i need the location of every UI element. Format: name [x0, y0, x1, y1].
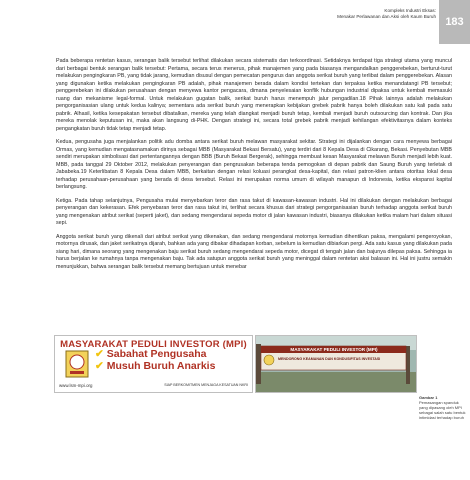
photo-mpi-banner: [54, 335, 253, 393]
photo-street-banner: [255, 335, 417, 393]
paragraph-3: Ketiga. Pada tahap selanjutnya, Pengusaha mulai menyebarkan teror dan rasa takut di kawasan-kawasan industri. Hal ini dilakukan dengan melakukan berbagai penyerangan dan kekerasan. Efek penyebaran teror dan rasa takut ini, terlihat secara khusus dari strategi pengorganisasian buruh terhadap anggota serikat buruh yang mengenakan atribut serikat (seperti jaket), dan sedang mengendarai sepeda motor di jalan kawasan industri, biasanya dilakukan ketika malam hari dalam situasi sepi.: [56, 197, 452, 226]
paragraph-1: Pada beberapa rentetan kasus, serangan balik tersebut terlihat dilakukan secara sistematis dan terkoordinasi. Setidaknya terdapat tiga strategi utama yang muncul dari berbagai bentuk serangan balik tersebut: Pertama, secara terus menerus, pihak manajemen yang pada biasanya mengandalkan penggerebekan, berturut-turut melakukan pengingkaran PB, yang tidak jarang, kemudian disusul dengan pemecatan pengurus dan anggota serikat buruh yang terlibat dalam penggerebekan. Alasan yang digunakan ketika melakukan pengingkaran PB adalah, pihak manajemen berada dalam kondisi tertekan dan terpaksa ketika menandatangi PB tersebut; penggerebekan ini dilakukan perusahaan dengan menyewa kantor pengacara, dimana penyelesaian konflik hubungan industrial dipaksa untuk kembali memasuki ruang dan mekanisme legal-formal. Untuk melakukan gugatan balik, serikat buruh harus menempuh jalur pengadilan.18 Pihak lainnya adalah melakukan pengorganisasian ulang untuk kedua kalinya; sementara ada serikat buruh yang menerapkan kebijakan grebek pabrik hanya boleh dilakukan satu kali pada satu pabrik. Alhasil, ketika kesepakatan tersebut dibatalkan, mereka yang telah diangkat menjadi buruh tetap, kembali menjadi buruh outsourcing dan kontrak. Dan jika mereka menolak keputusan ini, maka akan langsung di-PHK. Dengan strategi ini, secara total grebek pabrik menjadi kehilangan efektivitasnya dalam konteks pengangkatan buruh tidak tetap menjadi tetap.: [56, 58, 452, 132]
street-banner-title: MASYARAKAT PEDULI INVESTOR (MPI): [290, 347, 378, 352]
figure-caption: [419, 395, 467, 420]
banner-title: MASYARAKAT PEDULI INVESTOR (MPI): [60, 339, 247, 350]
header-line-1: Kompleks Industri Eksas:: [384, 8, 436, 13]
street-banner-subtitle: MENDORONG KEAMANAN DAN KONDUSIFITAS INVESTASI: [278, 357, 381, 361]
caption-text: Pemasangan spanduk yang dipasang oleh MPI sebagai salah satu bentuk intimidasi terhadap buruh: [419, 400, 466, 420]
running-header: [337, 8, 436, 20]
paragraph-2: Kedua, pengusaha juga menjalankan politik adu domba antara serikat buruh melawan masyarakat sekitar. Strategi ini dijalankan dengan cara menyewa berbagai Ormas, yang kemudian mengatasnamakan dirinya sebagai MBB (Masyarakat Bekasi Bersatu), yang terdiri dari 8 Kepala Desa di Cikarang, Bekasi. Penyebutan MBB sendiri merupakan simbolisasi dari pertentangannya dengan BBB (Buruh Bekasi Bergerak), sehingga membuat kesan Masyarakat melawan Buruh menjadi lebih kuat. MBB, pada tanggal 29 Oktober 2012, melakukan penyerangan dan pengrusakan beberapa tenda pemogokan di depan pabrik dan Saung Buruh yang terletak di Jababeka.19 Keterlibatan 8 Kepala Desa dalam MBB, berkaitan dengan relasi koluasi perangkat desa-kapital, dan relasi patron-klien antara otoritas lokal desa terhadap perusahaan-perusahaan yang berada di desa tersebut. Relasi ini merupakan norma umum di wilayah manapun di Indonesia, ketika ekspansi kapital berlangsung.: [56, 139, 452, 190]
banner-url: www.lsm-mpi.org: [59, 383, 93, 388]
page-number: 183: [439, 0, 470, 44]
header-line-2: Menakar Perlawanan dan Aksi oleh Kaum Buruh: [337, 14, 436, 19]
paragraph-4: Anggota serikat buruh yang dikenali dari atribut serikat yang dikenakan, dan sedang mengendarai motornya kemudian dihentikan paksa, mengalami pengeroyokan, motornya dirusak, dan jaket serikatnya dijarah, bahkan ada yang dibakar dihadapan korban, sebelum ia kemudian dibiarkan pergi. Ada satu kasus yang dilakukan pada siang hari, dimana seorang yang mengenakan baju serikat buruh sedang mengendarai sepeda motor, dicegat di tengah jalan dan bajunya dilepas paksa. Sehingga ia harus berjalan ke rumahnya tanpa mengenakan baju. Tak ada satupun anggota serikat buruh yang meninggal dalam rentetan aksi balasan ini. Hal ini justru semakin menunjukkan, bahwa serangan balik tersebut memang bertujuan untuk menebar: [56, 233, 452, 270]
mpi-logo: [65, 350, 89, 378]
banner-line-2: ✔ Musuh Buruh Anarkis: [95, 360, 216, 372]
caption-title: Gambar 1: [419, 395, 438, 400]
banner-tagline: SIAP BERKOMITMEN MENJAGA KESATUAN NKRI: [164, 383, 248, 387]
article-body: [56, 58, 452, 277]
banner-line-1: ✔ Sabahat Pengusaha: [95, 348, 207, 360]
street-scene: [256, 336, 416, 392]
